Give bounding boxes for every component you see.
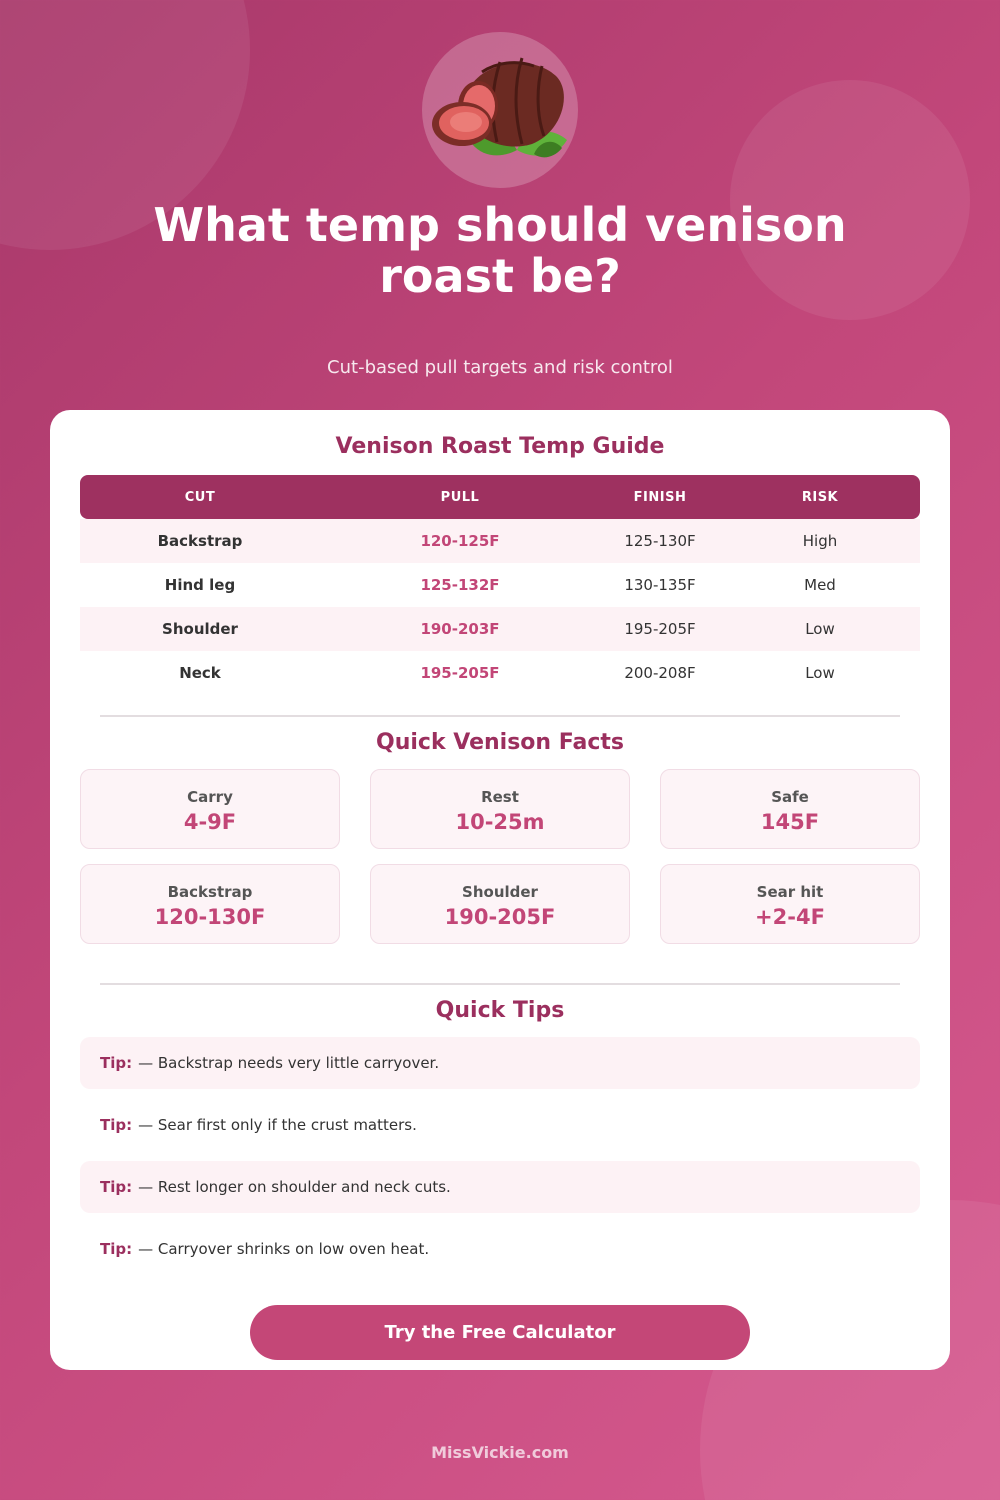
cut-cell: Shoulder <box>162 620 238 638</box>
fact-label: Shoulder <box>462 883 538 901</box>
tip-label: Tip: <box>100 1240 133 1258</box>
tip-text: — Carryover shrinks on low oven heat. <box>138 1240 430 1258</box>
tip-item <box>80 1161 920 1213</box>
fact-value: 145F <box>760 810 820 834</box>
fact-value: 10-25m <box>455 810 545 834</box>
page-subtitle: Cut-based pull targets and risk control <box>327 357 673 378</box>
table-row <box>80 519 920 563</box>
fact-value: 4-9F <box>183 810 237 834</box>
header-cut: CUT <box>184 489 216 505</box>
fact-value: 120-130F <box>154 905 266 929</box>
finish-cell: 130-135F <box>624 576 696 594</box>
fact-card-sear-hit <box>660 864 920 944</box>
section-divider <box>100 983 900 985</box>
fact-label: Sear hit <box>756 883 824 901</box>
tip-item <box>80 1223 920 1275</box>
tip-item <box>80 1037 920 1089</box>
header-finish: FINISH <box>633 489 687 505</box>
free-calculator-button[interactable]: Try the Free Calculator <box>250 1305 750 1360</box>
fact-card-shoulder <box>370 864 630 944</box>
tip-label: Tip: <box>100 1054 133 1072</box>
section-divider <box>100 715 900 717</box>
facts-title: Quick Venison Facts <box>376 730 624 755</box>
pull-cell: 125-132F <box>420 576 500 594</box>
cut-cell: Neck <box>179 664 221 682</box>
fact-card-safe <box>660 769 920 849</box>
table-header <box>80 475 920 519</box>
tip-text: — Backstrap needs very little carryover. <box>138 1054 440 1072</box>
tip-label: Tip: <box>100 1116 133 1134</box>
risk-cell: Med <box>804 576 836 594</box>
footer-brand: MissVickie.com <box>431 1443 569 1462</box>
pull-cell: 195-205F <box>420 664 500 682</box>
risk-cell: High <box>802 532 838 550</box>
fact-card-backstrap <box>80 864 340 944</box>
fact-value: 190-205F <box>444 905 556 929</box>
temp-table <box>80 475 920 695</box>
finish-cell: 200-208F <box>624 664 696 682</box>
header-pull: PULL <box>440 489 480 505</box>
risk-cell: Low <box>805 620 835 638</box>
tip-text: — Rest longer on shoulder and neck cuts. <box>138 1178 451 1196</box>
cut-cell: Backstrap <box>157 532 243 550</box>
table-row <box>80 563 920 607</box>
header-risk: RISK <box>801 489 839 505</box>
fact-label: Rest <box>481 788 519 806</box>
table-row <box>80 607 920 651</box>
tip-label: Tip: <box>100 1178 133 1196</box>
roast-meat-icon <box>422 32 578 188</box>
table-title: Venison Roast Temp Guide <box>335 434 665 459</box>
cut-cell: Hind leg <box>164 576 236 594</box>
fact-label: Carry <box>187 788 233 806</box>
table-row <box>80 651 920 695</box>
tips-title: Quick Tips <box>435 998 565 1023</box>
finish-cell: 125-130F <box>624 532 696 550</box>
guide-card <box>50 410 950 1370</box>
fact-label: Safe <box>771 788 809 806</box>
page-title: What temp should venison roast be? <box>153 198 847 303</box>
fact-value: +2-4F <box>755 905 825 929</box>
fact-card-rest <box>370 769 630 849</box>
finish-cell: 195-205F <box>624 620 696 638</box>
pull-cell: 120-125F <box>420 532 500 550</box>
risk-cell: Low <box>805 664 835 682</box>
fact-card-carry <box>80 769 340 849</box>
pull-cell: 190-203F <box>420 620 500 638</box>
fact-label: Backstrap <box>167 883 253 901</box>
tip-item <box>80 1099 920 1151</box>
tip-text: — Sear first only if the crust matters. <box>138 1116 417 1134</box>
